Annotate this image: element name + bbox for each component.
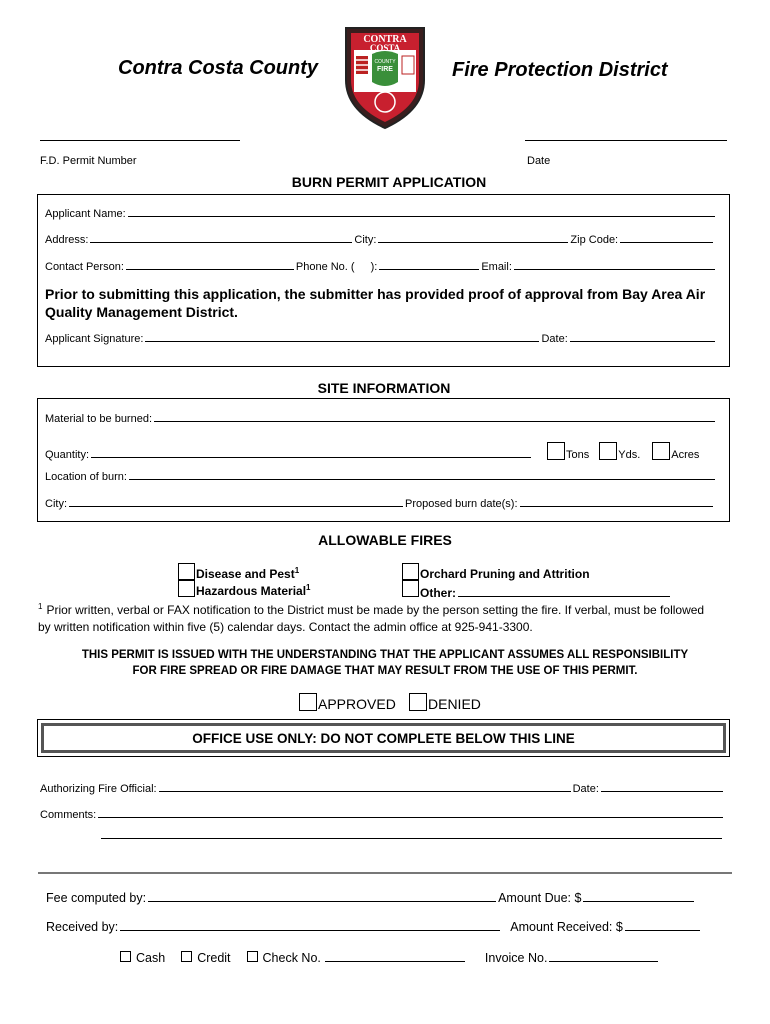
zip-label: Zip Code: — [570, 234, 619, 246]
address-label: Address: — [45, 234, 89, 246]
site-city-field[interactable] — [69, 497, 403, 507]
contact-person-field[interactable] — [126, 260, 294, 270]
orchard-checkbox[interactable] — [402, 563, 419, 580]
yds-checkbox[interactable] — [599, 442, 617, 460]
responsibility-line-2: FOR FIRE SPREAD OR FIRE DAMAGE THAT MAY RESULT FROM THE USE OF THIS PERMIT. — [132, 665, 638, 677]
city-label: City: — [354, 234, 377, 246]
amount-due-field[interactable] — [583, 892, 694, 902]
comments-row — [40, 808, 725, 821]
header-date-label: Date — [527, 155, 551, 167]
location-label: Location of burn: — [45, 471, 127, 483]
permit-number-field[interactable] — [40, 140, 240, 141]
signature-field[interactable] — [145, 332, 539, 342]
check-option[interactable]: Check No. — [247, 951, 321, 965]
comments-label: Comments: — [40, 809, 97, 821]
material-label: Material to be burned: — [45, 413, 153, 425]
county-title: Contra Costa County — [118, 57, 318, 79]
email-label: Email: — [481, 261, 512, 273]
invoice-field[interactable] — [549, 952, 658, 962]
quantity-label: Quantity: — [45, 449, 90, 461]
acres-checkbox[interactable] — [652, 442, 670, 460]
signature-date-field[interactable] — [570, 332, 715, 342]
unit-yds[interactable]: Yds. — [599, 442, 640, 461]
other-checkbox[interactable] — [402, 580, 419, 597]
phone-label: Phone No. ( — [295, 261, 355, 273]
permit-number-label: F.D. Permit Number — [40, 155, 137, 167]
denied-checkbox[interactable] — [409, 693, 427, 711]
official-date-field[interactable] — [601, 782, 723, 792]
hazardous-checkbox[interactable] — [178, 580, 195, 597]
site-city-row — [45, 497, 715, 510]
burn-dates-field[interactable] — [520, 497, 713, 507]
phone-field[interactable] — [379, 260, 479, 270]
fee-label: Fee computed by: — [46, 891, 147, 905]
received-row — [46, 920, 702, 934]
location-row — [45, 470, 717, 483]
signature-date-label: Date: — [541, 333, 568, 345]
check-checkbox[interactable] — [247, 951, 258, 962]
quantity-row — [45, 442, 717, 461]
site-info-title: SITE INFORMATION — [306, 380, 462, 396]
other-field[interactable] — [458, 586, 670, 597]
responsibility-line-1: THIS PERMIT IS ISSUED WITH THE UNDERSTANDING THAT THE APPLICANT ASSUMES ALL RESPONSIBILITY — [81, 649, 689, 661]
applicant-name-row — [45, 207, 717, 220]
unit-tons[interactable]: Tons — [547, 442, 589, 461]
badge-text-3: COUNTY — [374, 59, 396, 65]
amount-received-field[interactable] — [625, 921, 700, 931]
hazardous-option[interactable]: Hazardous Material$^1$ — [178, 580, 311, 598]
credit-option[interactable]: Credit — [181, 951, 230, 965]
city-field[interactable] — [378, 233, 568, 243]
header-date-field[interactable] — [525, 140, 727, 141]
district-title: Fire Protection District — [452, 59, 668, 81]
approved-checkbox[interactable] — [299, 693, 317, 711]
material-row — [45, 412, 717, 425]
address-row — [45, 233, 715, 246]
footnote-text: Prior written, verbal or FAX notification to the District must be made by the person setting the fire. If verbal, must be followed by written notification within five (5) calendar days. Contact the admin office at 925-941-3300. — [38, 603, 705, 634]
baaqmd-notice: Prior to submitting this application, the submitter has provided proof of approval from Bay Area Air Quality Management District. — [45, 286, 706, 320]
zip-field[interactable] — [620, 233, 713, 243]
cash-option[interactable]: Cash — [120, 951, 165, 965]
fee-field[interactable] — [148, 892, 496, 902]
contact-row — [45, 260, 717, 273]
office-use-banner — [37, 719, 730, 757]
comments-field[interactable] — [98, 808, 723, 818]
fire-district-badge-logo — [340, 20, 430, 132]
disease-option[interactable]: Disease and Pest$^1$ — [178, 563, 299, 581]
office-use-title: OFFICE USE ONLY: DO NOT COMPLETE BELOW THIS LINE — [41, 723, 726, 753]
orchard-option[interactable]: Orchard Pruning and Attrition — [402, 563, 590, 581]
official-date-label: Date: — [572, 783, 599, 795]
burn-dates-label: Proposed burn date(s): — [405, 498, 518, 510]
official-label: Authorizing Fire Official: — [40, 783, 157, 795]
official-field[interactable] — [159, 782, 571, 792]
burn-permit-title: BURN PERMIT APPLICATION — [280, 174, 498, 190]
fee-row — [46, 891, 696, 905]
badge-text-1: CONTRA — [363, 34, 407, 45]
applicant-name-label: Applicant Name: — [45, 208, 126, 220]
material-field[interactable] — [154, 412, 715, 422]
amount-due-label: Amount Due: $ — [498, 891, 582, 905]
received-by-field[interactable] — [120, 921, 500, 931]
badge-text-4: FIRE — [377, 66, 393, 73]
approved-option[interactable]: APPROVED — [299, 693, 396, 712]
cash-checkbox[interactable] — [120, 951, 131, 962]
footnote: $^1$ Prior written, verbal or FAX notification to the District must be made by the person setting the fire. If verbal, must be followed by written notification within five (5) calendar days. Contact the admin office at 925-941-3300. — [38, 602, 705, 634]
unit-acres[interactable]: Acres — [652, 442, 699, 461]
badge-text-2: COSTA — [369, 43, 401, 53]
amount-received-label: Amount Received: $ — [510, 920, 623, 934]
payment-row — [120, 951, 660, 965]
divider — [38, 872, 732, 874]
invoice-label: Invoice No. — [484, 951, 548, 965]
tons-checkbox[interactable] — [547, 442, 565, 460]
email-field[interactable] — [514, 260, 715, 270]
signature-row — [45, 332, 717, 345]
allowable-fires-title: ALLOWABLE FIRES — [318, 532, 452, 548]
quantity-field[interactable] — [91, 448, 531, 458]
disease-checkbox[interactable] — [178, 563, 195, 580]
applicant-name-field[interactable] — [128, 207, 715, 217]
phone-close-label: ): — [370, 261, 378, 273]
contact-person-label: Contact Person: — [45, 261, 124, 273]
site-city-label: City: — [45, 498, 67, 510]
address-field[interactable] — [90, 233, 352, 243]
location-field[interactable] — [129, 470, 715, 480]
signature-label: Applicant Signature: — [45, 333, 144, 345]
credit-checkbox[interactable] — [181, 951, 192, 962]
denied-option[interactable]: DENIED — [409, 693, 481, 712]
official-row — [40, 782, 725, 795]
other-option[interactable]: Other: — [402, 580, 672, 600]
received-by-label: Received by: — [46, 920, 119, 934]
comments-field-line-2[interactable] — [101, 838, 722, 839]
check-number-field[interactable] — [325, 952, 465, 962]
